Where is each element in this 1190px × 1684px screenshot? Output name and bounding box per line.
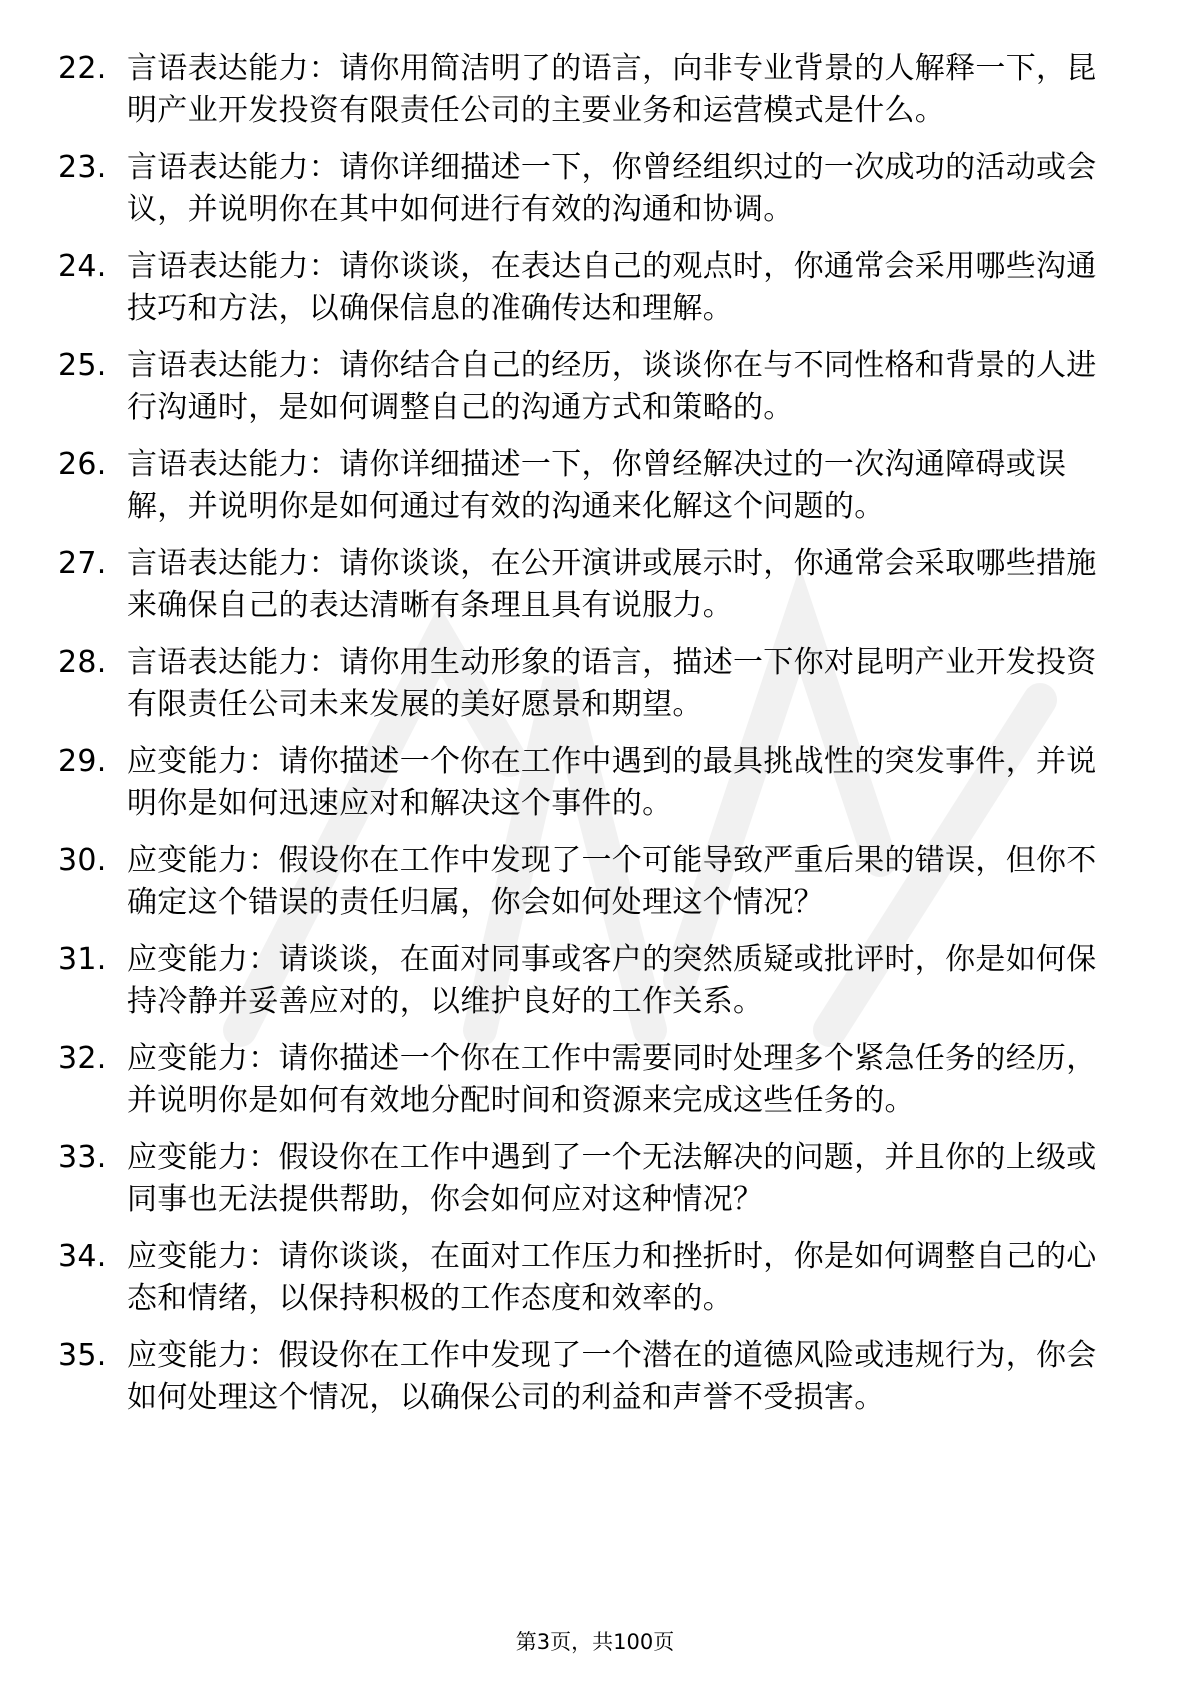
question-number: 33.	[58, 1140, 107, 1175]
question-item-22	[58, 48, 1118, 132]
question-text: 应变能力：请谈谈，在面对同事或客户的突然质疑或批评时，你是如何保持冷静并妥善应对的，以维护良好的工作关系。	[127, 942, 1097, 1019]
question-text: 言语表达能力：请你谈谈，在表达自己的观点时，你通常会采用哪些沟通技巧和方法，以确保信息的准确传达和理解。	[127, 249, 1097, 326]
question-item-24	[58, 246, 1118, 330]
question-text: 应变能力：假设你在工作中发现了一个潜在的道德风险或违规行为，你会如何处理这个情况，以确保公司的利益和声誉不受损害。	[127, 1338, 1097, 1415]
question-item-25	[58, 345, 1118, 429]
question-item-30	[58, 840, 1118, 924]
question-text: 应变能力：假设你在工作中遇到了一个无法解决的问题，并且你的上级或同事也无法提供帮助，你会如何应对这种情况？	[127, 1140, 1097, 1217]
question-item-33	[58, 1137, 1118, 1221]
question-text: 言语表达能力：请你结合自己的经历，谈谈你在与不同性格和背景的人进行沟通时，是如何调整自己的沟通方式和策略的。	[127, 348, 1097, 425]
question-number: 23.	[58, 150, 107, 185]
question-text: 言语表达能力：请你谈谈，在公开演讲或展示时，你通常会采取哪些措施来确保自己的表达清晰有条理且具有说服力。	[127, 546, 1097, 623]
question-item-26	[58, 444, 1118, 528]
question-item-31	[58, 939, 1118, 1023]
question-number: 26.	[58, 447, 107, 482]
question-number: 29.	[58, 744, 107, 779]
page-number-footer: 第3页，共100页	[515, 1630, 675, 1654]
question-text: 应变能力：假设你在工作中发现了一个可能导致严重后果的错误，但你不确定这个错误的责任归属，你会如何处理这个情况？	[127, 843, 1097, 920]
question-item-29	[58, 741, 1118, 825]
question-text: 应变能力：请你谈谈，在面对工作压力和挫折时，你是如何调整自己的心态和情绪，以保持积极的工作态度和效率的。	[127, 1239, 1097, 1316]
question-number: 28.	[58, 645, 107, 680]
question-text: 言语表达能力：请你用生动形象的语言，描述一下你对昆明产业开发投资有限责任公司未来发展的美好愿景和期望。	[127, 645, 1097, 722]
question-number: 34.	[58, 1239, 107, 1274]
question-item-32	[58, 1038, 1118, 1122]
question-text: 应变能力：请你描述一个你在工作中需要同时处理多个紧急任务的经历，并说明你是如何有效地分配时间和资源来完成这些任务的。	[127, 1041, 1097, 1118]
question-number: 22.	[58, 51, 107, 86]
question-text: 言语表达能力：请你详细描述一下，你曾经组织过的一次成功的活动或会议，并说明你在其中如何进行有效的沟通和协调。	[127, 150, 1097, 227]
question-text: 言语表达能力：请你详细描述一下，你曾经解决过的一次沟通障碍或误解，并说明你是如何通过有效的沟通来化解这个问题的。	[127, 447, 1067, 524]
question-number: 31.	[58, 942, 107, 977]
question-number: 27.	[58, 546, 107, 581]
question-item-35	[58, 1335, 1118, 1419]
question-number: 32.	[58, 1041, 107, 1076]
question-text: 应变能力：请你描述一个你在工作中遇到的最具挑战性的突发事件，并说明你是如何迅速应对和解决这个事件的。	[127, 744, 1097, 821]
question-item-28	[58, 642, 1118, 726]
question-number: 35.	[58, 1338, 107, 1373]
question-text: 言语表达能力：请你用简洁明了的语言，向非专业背景的人解释一下，昆明产业开发投资有限责任公司的主要业务和运营模式是什么。	[127, 51, 1097, 128]
question-item-34	[58, 1236, 1118, 1320]
question-number: 25.	[58, 348, 107, 383]
question-number: 30.	[58, 843, 107, 878]
question-item-23	[58, 147, 1118, 231]
question-number: 24.	[58, 249, 107, 284]
question-item-27	[58, 543, 1118, 627]
question-list	[58, 48, 1118, 1434]
